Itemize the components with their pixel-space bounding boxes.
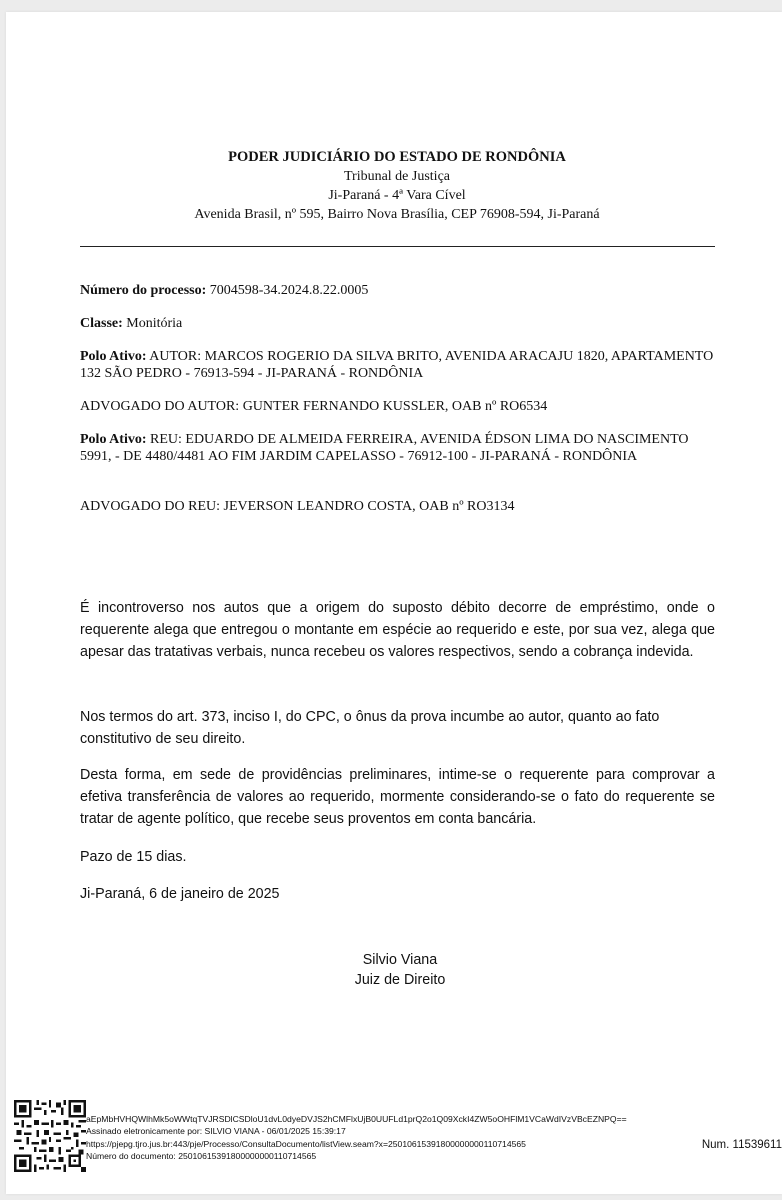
document-id-num: Num. 11539611 <box>701 1139 782 1151</box>
paragraph-4: Pazo de 15 dias. <box>80 849 187 865</box>
paragraph-2: Nos termos do art. 373, inciso I, do CPC, o ônus da prova incumbe ao autor, quanto ao fato constitutivo de seu direito. <box>80 709 660 747</box>
signature-block <box>0 950 782 990</box>
court-address: Avenida Brasil, nº 595, Bairro Nova Brasília, CEP 76908-594, Ji-Paraná <box>194 207 600 222</box>
signature-metadata <box>86 1113 627 1162</box>
document-url[interactable]: https://pjepg.tjro.jus.br:443/pje/Processo/ConsultaDocumento/listView.seam?x=25010615391800000000110714565 <box>86 1138 526 1149</box>
active-party-author-value: AUTOR: MARCOS ROGERIO DA SILVA BRITO, AVENIDA ARACAJU 1820, APARTAMENTO 132 SÃO PEDRO - 76913-594 - JI-PARANÁ - RONDÔNIA <box>80 349 714 381</box>
process-number-label: Número do processo: <box>80 283 207 298</box>
defendant-lawyer <box>80 498 720 515</box>
case-class-label: Classe: <box>80 316 123 331</box>
case-class-value: Monitória <box>126 316 183 331</box>
process-number-value: 7004598-34.2024.8.22.0005 <box>209 283 369 298</box>
header-divider <box>80 246 715 247</box>
document-hash: aEpMbHVHQWlhMk5oWWtqTVJRSDlCSDloU1dvL0dyeDVJS2hCMFlxUjB0UUFLd1prQ2o1Q09XckI4ZW5oOHFlM1VCaWdIVzVBcEZNPQ== <box>86 1114 627 1124</box>
paragraph-1: É incontroverso nos autos que a origem do suposto débito decorre de empréstimo, onde o requerente alega que entregou o montante em espécie ao requerido e este, por sua vez, alega que apesar das tratativas verbais, nunca recebeu os valores respectivos, sendo a cobrança indevida. <box>80 600 715 660</box>
process-number <box>80 282 720 299</box>
qr-code-icon[interactable] <box>14 1100 86 1172</box>
case-class <box>80 315 720 332</box>
paragraph-3: Desta forma, em sede de providências preliminares, intime-se o requerente para comprovar a efetiva transferência de valores ao requerido, mormente considerando-se o fato do requerente se tratar de agente político, que recebe seus proventos em conta bancária. <box>80 767 715 827</box>
active-party-defendant-value: REU: EDUARDO DE ALMEIDA FERREIRA, AVENIDA ÉDSON LIMA DO NASCIMENTO 5991, - DE 4480/4481 AO FIM JARDIM CAPELASSO - 76912-100 - JI-PARANÁ - RONDÔNIA <box>80 432 689 464</box>
document-date: Ji-Paraná, 6 de janeiro de 2025 <box>80 886 280 902</box>
document-header <box>0 148 782 224</box>
judge-title: Juiz de Direito <box>354 972 446 988</box>
author-lawyer <box>80 398 720 415</box>
court-name: PODER JUDICIÁRIO DO ESTADO DE RONDÔNIA <box>228 149 566 165</box>
vara-name: Ji-Paraná - 4ª Vara Cível <box>328 188 466 203</box>
electronic-signature-line: Assinado eletronicamente por: SILVIO VIANA - 06/01/2025 15:39:17 <box>86 1126 346 1137</box>
author-lawyer-text: ADVOGADO DO AUTOR: GUNTER FERNANDO KUSSLER, OAB nº RO6534 <box>80 399 548 414</box>
judge-name: Silvio Viana <box>362 952 438 968</box>
defendant-lawyer-text: ADVOGADO DO REU: JEVERSON LEANDRO COSTA, OAB nº RO3134 <box>80 499 515 514</box>
active-party-defendant <box>80 431 720 465</box>
tribunal-name: Tribunal de Justiça <box>343 169 451 184</box>
document-number: Número do documento: 25010615391800000000110714565 <box>86 1150 317 1161</box>
active-party-defendant-label: Polo Ativo: <box>80 432 147 447</box>
active-party-author-label: Polo Ativo: <box>80 349 147 364</box>
active-party-author <box>80 348 720 382</box>
